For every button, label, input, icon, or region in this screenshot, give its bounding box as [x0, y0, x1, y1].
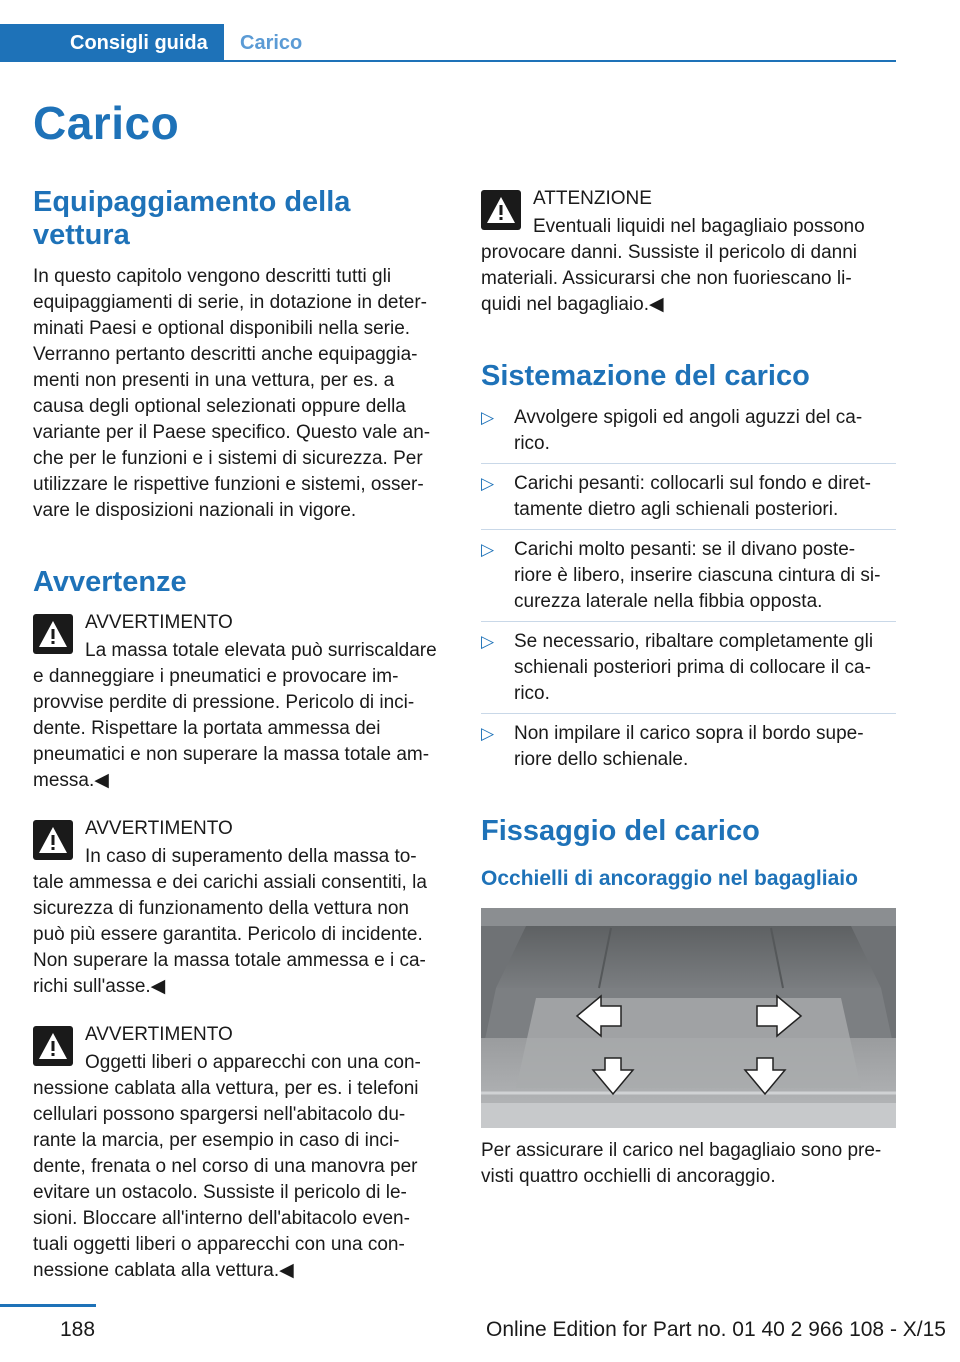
bullet-line: rico.: [514, 433, 550, 454]
warning-line: provvise perdite di pressione. Pericolo di inci‐: [33, 692, 415, 713]
bullet-triangle-icon: ▷: [481, 724, 495, 743]
warning-line: tuali oggetti liberi o apparecchi con una con‐: [33, 1234, 405, 1255]
intro-line: causa degli optional selezionati oppure della: [33, 396, 406, 417]
warning-line: richi sull'asse.◀: [33, 976, 166, 997]
subsection-title-occhielli: Occhielli di ancoraggio nel bagagliaio: [481, 867, 858, 890]
warning-line: Oggetti liberi o apparecchi con una con‐: [85, 1052, 421, 1073]
caption-line: visti quattro occhielli di ancoraggio.: [481, 1166, 776, 1187]
warning-line: nessione cablata alla vettura, per es. i telefoni: [33, 1078, 419, 1099]
warning-block: [33, 1022, 448, 1284]
warning-line: sicurezza di funzionamento della vettura non: [33, 898, 410, 919]
list-item: [481, 721, 896, 773]
warning-line: La massa totale elevata può surriscaldare: [85, 640, 437, 661]
attention-line: provocare danni. Sussiste il pericolo di danni: [481, 242, 857, 263]
intro-line: Verranno pertanto descritti anche equipaggia‐: [33, 344, 418, 365]
bullet-line: Avvolgere spigoli ed angoli aguzzi del ca‐: [514, 407, 863, 428]
warning-line: dente, frenata o nel corso di una manovra per: [33, 1156, 418, 1177]
section-title-sistemazione: Sistemazione del carico: [481, 360, 810, 392]
bullet-line: rico.: [514, 683, 550, 704]
bullet-line: Se necessario, ribaltare completamente gli: [514, 631, 874, 652]
section-title-fissaggio: Fissaggio del carico: [481, 815, 760, 847]
warning-line: rante la marcia, per esempio in caso di inci‐: [33, 1130, 400, 1151]
list-item: [481, 471, 896, 523]
warning-triangle-icon: [33, 820, 73, 860]
intro-line: equipaggiamenti di serie, in dotazione in deter‐: [33, 292, 427, 313]
bullet-line: Carichi pesanti: collocarli sul fondo e diret‐: [514, 473, 871, 494]
list-item: [481, 405, 896, 457]
page-number: 188: [60, 1318, 96, 1341]
footer-rule: [0, 1304, 96, 1307]
attention-block: [481, 186, 896, 318]
section-title-avvertenze: Avvertenze: [33, 566, 187, 598]
list-divider: [481, 713, 896, 714]
section-title-equipaggiamento: Equipaggiamento della vettura: [33, 186, 351, 251]
warning-line: nessione cablata alla vettura.◀: [33, 1260, 294, 1281]
bullet-line: Non impilare il carico sopra il bordo supe‐: [514, 723, 864, 744]
warning-line: cellulari possono spargersi nell'abitacolo du‐: [33, 1104, 406, 1125]
bullet-line: riore dello schienale.: [514, 749, 689, 770]
right-column: [481, 186, 896, 1190]
tab-consigli-guida[interactable]: [0, 24, 224, 62]
intro-line: In questo capitolo vengono descritti tutti gli: [33, 266, 392, 287]
anchor-caption: [481, 1138, 896, 1190]
warning-block: [33, 610, 448, 794]
warning-title: AVVERTIMENTO: [85, 612, 233, 633]
intro-line: menti non presenti in una vettura, per es. a: [33, 370, 395, 391]
bullet-line: riore è libero, inserire ciascuna cintura di si‐: [514, 565, 881, 586]
intro-line: utilizzare le rispettive funzioni e sistemi, osser‐: [33, 474, 424, 495]
intro-line: variante per il Paese specifico. Questo vale an‐: [33, 422, 431, 443]
loading-tips-list: [481, 405, 896, 773]
page-title: Carico: [33, 97, 180, 149]
warning-line: evitare un ostacolo. Sussiste il pericolo di le‐: [33, 1182, 407, 1203]
list-divider: [481, 621, 896, 622]
intro-line: minati Paesi e optional disponibili nella serie.: [33, 318, 411, 339]
list-divider: [481, 463, 896, 464]
warning-line: sioni. Bloccare all'interno dell'abitacolo even‐: [33, 1208, 410, 1229]
list-item: [481, 629, 896, 707]
warning-triangle-icon: [481, 190, 521, 230]
warning-title: AVVERTIMENTO: [85, 818, 233, 839]
attention-line: quidi nel bagagliaio.◀: [481, 294, 664, 315]
list-divider: [481, 529, 896, 530]
warning-line: e danneggiare i pneumatici e provocare im‐: [33, 666, 399, 687]
warning-line: pneumatici e non superare la massa totale am‐: [33, 744, 430, 765]
list-item: [481, 537, 896, 615]
bullet-triangle-icon: ▷: [481, 474, 495, 493]
bullet-triangle-icon: ▷: [481, 540, 495, 559]
warning-line: dente. Rispettare la portata ammessa dei: [33, 718, 381, 739]
bullet-line: curezza laterale nella fibbia opposta.: [514, 591, 823, 612]
bullet-line: Carichi molto pesanti: se il divano poste‐: [514, 539, 856, 560]
warning-triangle-icon: [33, 1026, 73, 1066]
tab-consigli-guida-label: Consigli guida: [70, 32, 208, 54]
warning-line: messa.◀: [33, 770, 109, 791]
warning-triangle-icon: [33, 614, 73, 654]
attention-title: ATTENZIONE: [533, 188, 652, 209]
warning-line: Non superare la massa totale ammessa e i ca‐: [33, 950, 426, 971]
intro-paragraph: [33, 264, 448, 524]
bullet-triangle-icon: ▷: [481, 632, 495, 651]
bullet-line: tamente dietro agli schienali posteriori.: [514, 499, 839, 520]
attention-line: Eventuali liquidi nel bagagliaio possono: [533, 216, 865, 237]
warning-line: può più essere garantita. Pericolo di incidente.: [33, 924, 423, 945]
bullet-line: schienali posteriori prima di collocare il ca‐: [514, 657, 871, 678]
warning-line: In caso di superamento della massa to‐: [85, 846, 417, 867]
warning-title: AVVERTIMENTO: [85, 1024, 233, 1045]
attention-line: materiali. Assicurarsi che non fuoriescano li‐: [481, 268, 852, 289]
header-rule: [224, 60, 896, 62]
caption-line: Per assicurare il carico nel bagagliaio sono pre‐: [481, 1140, 882, 1161]
bullet-triangle-icon: ▷: [481, 408, 495, 427]
warning-line: tale ammessa e dei carichi assiali consentiti, la: [33, 872, 427, 893]
intro-line: che per le funzioni e i sistemi di sicurezza. Per: [33, 448, 423, 469]
trunk-anchor-photo: [481, 908, 896, 1128]
intro-line: vare le disposizioni nazionali in vigore.: [33, 500, 357, 521]
left-column: [33, 186, 448, 1284]
edition-footer: Online Edition for Part no. 01 40 2 966 108 - X/15: [486, 1318, 946, 1341]
warning-block: [33, 816, 448, 1000]
tab-carico[interactable]: Carico: [240, 32, 303, 54]
